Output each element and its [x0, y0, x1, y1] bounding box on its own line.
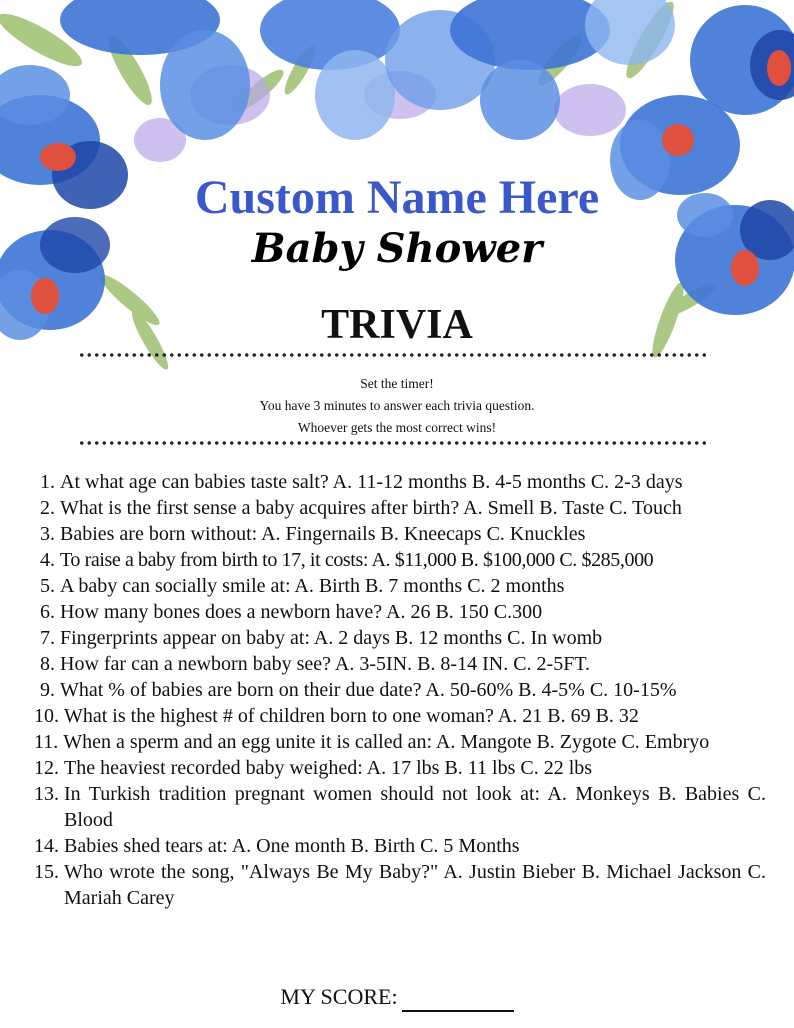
question-text: What is the first sense a baby acquires after birth? A. Smell B. Taste C. Touch — [60, 497, 682, 519]
question-text: When a sperm and an egg unite it is called an: A. Mangote B. Zygote C. Embryo — [63, 731, 710, 753]
question-number: 8. — [40, 653, 55, 675]
question-text: How many bones does a newborn have? A. 26 B. 150 C.300 — [60, 601, 543, 623]
question-item — [34, 729, 766, 755]
question-item — [34, 833, 766, 859]
score-blank[interactable] — [402, 990, 514, 1012]
question-item — [34, 677, 766, 703]
instruction-line: Whoever gets the most correct wins! — [297, 420, 497, 435]
question-text: A baby can socially smile at: A. Birth B. 7 months C. 2 months — [60, 575, 565, 597]
question-number: 9. — [40, 679, 55, 701]
question-item — [34, 625, 766, 651]
question-text: The heaviest recorded baby weighed: A. 17 lbs B. 11 lbs C. 22 lbs — [64, 757, 593, 779]
dotted-divider-bottom — [78, 440, 710, 446]
trivia-heading: TRIVIA — [321, 302, 473, 348]
question-number: 3. — [40, 523, 55, 545]
instructions — [0, 373, 794, 439]
question-item — [34, 651, 766, 677]
question-text: To raise a baby from birth to 17, it costs: A. $11,000 B. $100,000 C. $285,000 — [60, 549, 654, 571]
question-item — [34, 703, 766, 729]
score-line — [0, 982, 794, 1012]
question-item — [34, 495, 766, 521]
question-item — [34, 521, 766, 547]
question-item — [34, 859, 766, 911]
score-label: MY SCORE: — [280, 984, 398, 1009]
question-number: 11. — [34, 731, 59, 753]
question-item — [34, 599, 766, 625]
question-item — [34, 755, 766, 781]
question-item — [34, 781, 766, 833]
question-item — [34, 573, 766, 599]
dotted-divider-top — [78, 352, 710, 358]
question-text: At what age can babies taste salt? A. 11-12 months B. 4-5 months C. 2-3 days — [60, 471, 683, 493]
question-text: What % of babies are born on their due date? A. 50-60% B. 4-5% C. 10-15% — [60, 679, 677, 701]
question-number: 2. — [40, 497, 55, 519]
question-text: Fingerprints appear on baby at: A. 2 days B. 12 months C. In womb — [60, 627, 603, 649]
instruction-line: You have 3 minutes to answer each trivia question. — [259, 398, 535, 413]
question-number: 7. — [40, 627, 55, 649]
question-list — [34, 469, 766, 911]
question-number: 14. — [34, 835, 59, 857]
question-item — [34, 469, 766, 495]
question-number: 10. — [34, 705, 59, 727]
question-number: 4. — [40, 549, 55, 571]
instruction-line: Set the timer! — [360, 376, 434, 391]
question-number: 12. — [34, 757, 59, 779]
page-subtitle: Baby Shower — [251, 225, 543, 272]
question-text: Who wrote the song, "Always Be My Baby?" A. Justin Bieber B. Michael Jackson C. Mariah Carey — [64, 861, 766, 909]
question-text: What is the highest # of children born to one woman? A. 21 B. 69 B. 32 — [64, 705, 639, 727]
page-title: Custom Name Here — [194, 171, 600, 224]
question-text: How far can a newborn baby see? A. 3-5IN. B. 8-14 IN. C. 2-5FT. — [60, 653, 591, 675]
question-text: Babies are born without: A. Fingernails B. Kneecaps C. Knuckles — [60, 523, 586, 545]
question-text: Babies shed tears at: A. One month B. Birth C. 5 Months — [64, 835, 520, 857]
question-number: 15. — [34, 861, 59, 883]
question-number: 6. — [40, 601, 55, 623]
question-text: In Turkish tradition pregnant women should not look at: A. Monkeys B. Babies C. Blood — [64, 783, 766, 831]
question-number: 13. — [34, 783, 59, 805]
question-number: 5. — [40, 575, 55, 597]
question-item — [34, 547, 766, 573]
question-number: 1. — [40, 471, 55, 493]
